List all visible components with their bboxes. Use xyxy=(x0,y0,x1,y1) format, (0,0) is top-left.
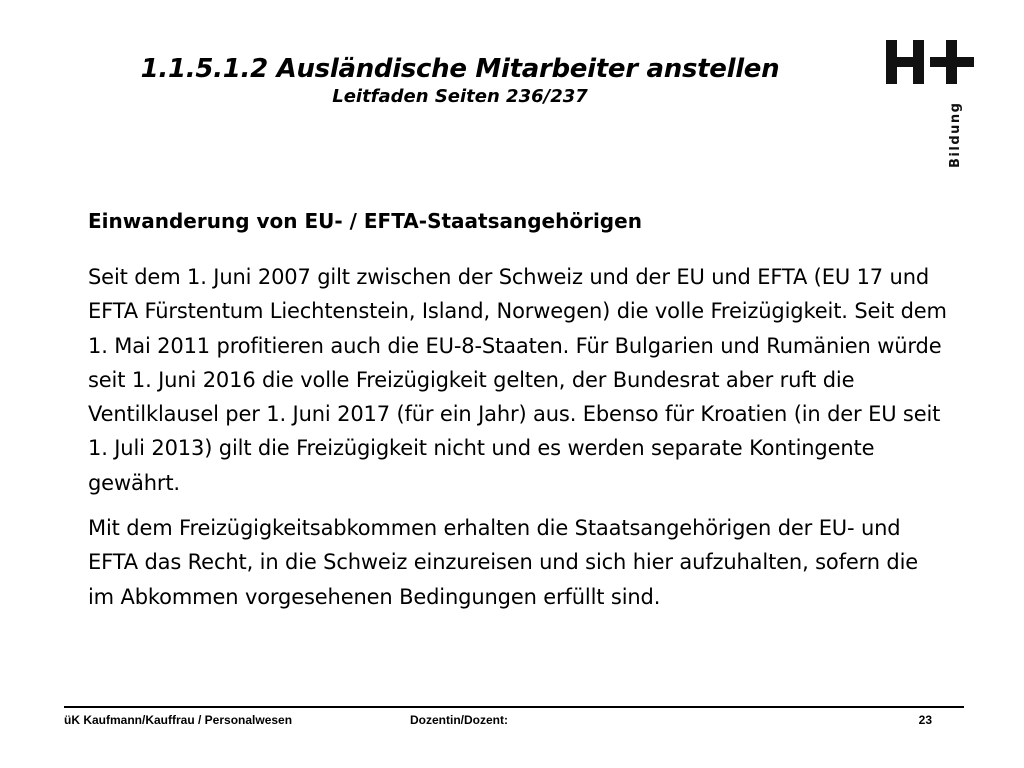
section-heading: Einwanderung von EU- / EFTA-Staatsangehörigen xyxy=(88,209,642,233)
footer-divider xyxy=(64,706,964,708)
footer-lecturer: Dozentin/Dozent: xyxy=(410,713,508,727)
footer-course: üK Kaufmann/Kauffrau / Personalwesen xyxy=(64,713,293,727)
h-plus-mark xyxy=(886,40,974,84)
logo-label: Bildung xyxy=(948,101,963,168)
h-plus-bildung-logo xyxy=(882,40,978,170)
body-paragraph: Seit dem 1. Juni 2007 gilt zwischen der Schweiz und der EU und EFTA (EU 17 und EFTA Fürstentum Liechtenstein, Island, Norwegen) die volle Freizügigkeit. Seit dem 1. Mai 2011 profitieren auch die EU-8-Staaten. Für Bulgarien und Rumänien würde seit 1. Juni 2016 die volle Freizügigkeit gelten, der Bundesrat aber ruft die Ventilklausel per 1. Juni 2017 (für ein Jahr) aus. Ebenso für Kroatien (in der EU seit 1. Juli 2013) gilt die Freizügigkeit nicht und es werden separate Kontingente gewährt. xyxy=(88,265,947,495)
slide-subtitle: Leitfaden Seiten 236/237 xyxy=(332,86,588,107)
title-block xyxy=(60,52,860,110)
footer-page-number: 23 xyxy=(918,713,932,727)
slide-title: 1.1.5.1.2 Ausländische Mitarbeiter anstellen xyxy=(140,54,780,84)
content-area xyxy=(88,206,948,625)
body-paragraph: Mit dem Freizügigkeitsabkommen erhalten die Staatsangehörigen der EU- und EFTA das Recht, in die Schweiz einzureisen und sich hier aufzuhalten, sofern die im Abkommen vorgesehenen Bedingungen erfüllt sind. xyxy=(88,516,919,609)
